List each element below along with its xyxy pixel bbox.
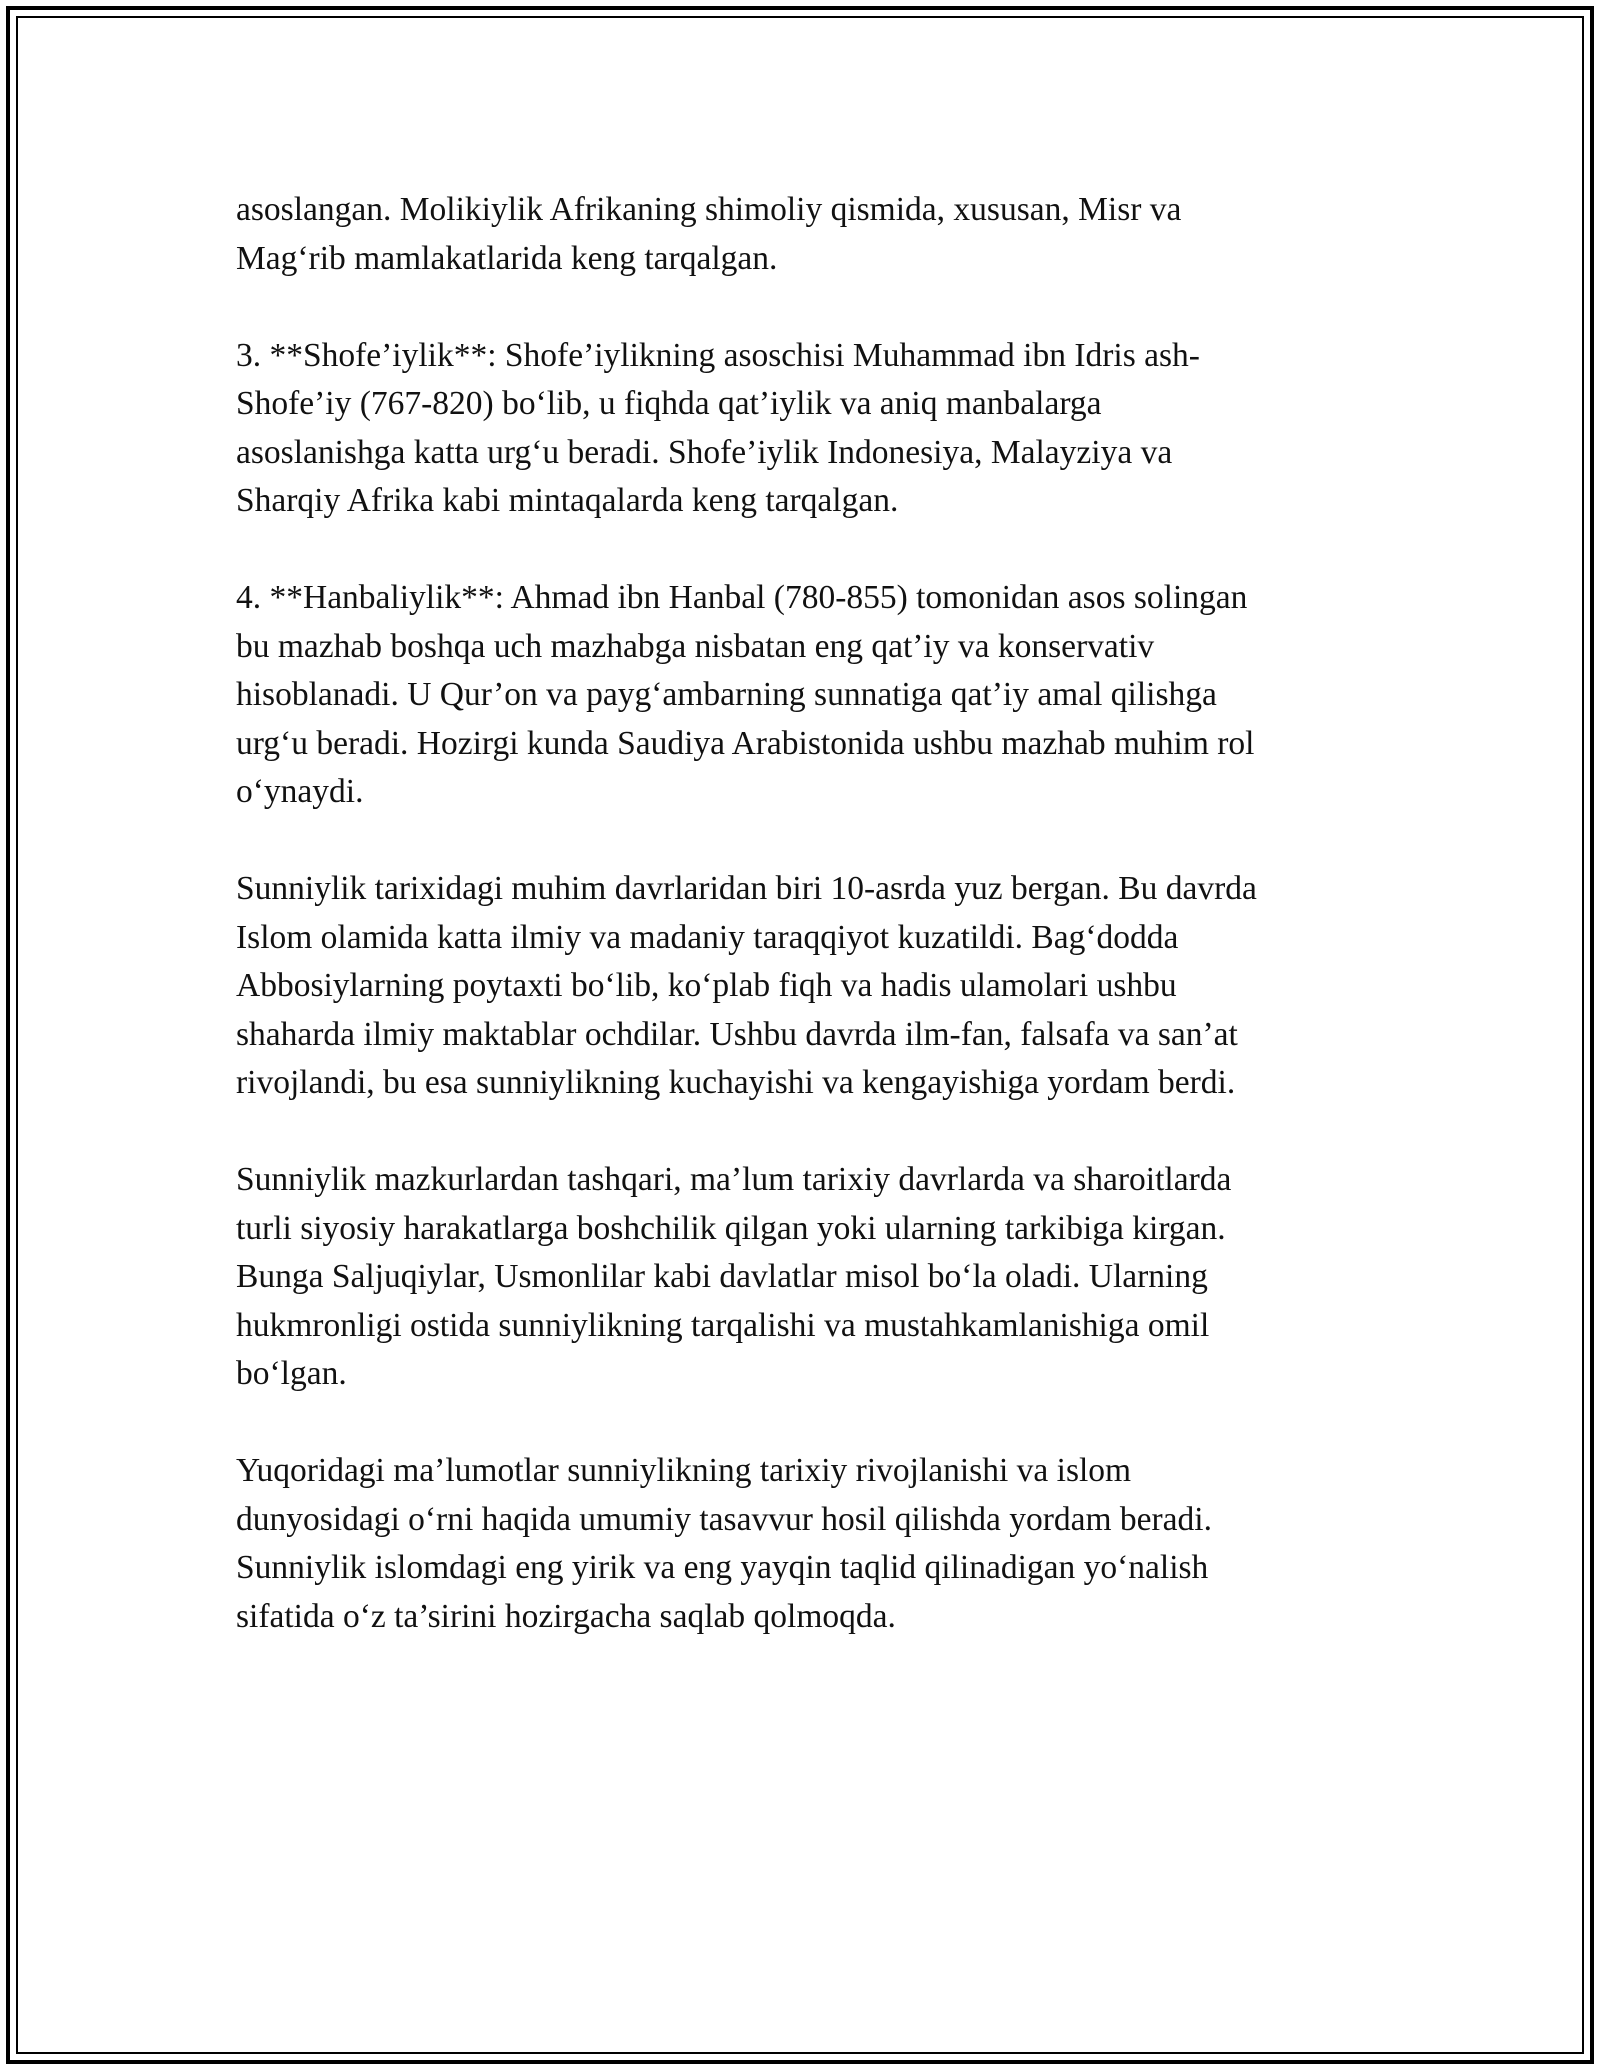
paragraph-shafii: 3. **Shofe’iylik**: Shofe’iylikning asoschisi Muhammad ibn Idris ash- Shofe’iy (767-820) bo‘lib, u fiqhda qat’iylik va aniq manbalarga asoslanishga katta urg‘u beradi. Shofe’iylik Indonesiya, Malayziya va Sharqiy Afrika kabi mintaqalarda keng tarqalgan. — [236, 336, 1200, 519]
document-body — [236, 186, 1396, 1641]
paragraph-conclusion: Yuqoridagi ma’lumotlar sunniylikning tarixiy rivojlanishi va islom dunyosidagi o‘rni haqida umumiy tasavvur hosil qilishda yordam beradi. Sunniylik islomdagi eng yirik va eng yayqin taqlid qilinadigan yo‘nalish sifatida o‘z ta’sirini hozirgacha saqlab qolmoqda. — [236, 1452, 1212, 1635]
paragraph-political-movements: Sunniylik mazkurlardan tashqari, ma’lum tarixiy davrlarda va sharoitlarda turli siyosiy harakatlarga boshchilik qilgan yoki ularning tarkibiga kirgan. Bunga Saljuqiylar, Usmonlilar kabi davlatlar misol bo‘la oladi. Ularning hukmronligi ostida sunniylikning tarqalishi va mustahkamlanishiga omil bo‘lgan. — [236, 1161, 1232, 1392]
paragraph-hanbali: 4. **Hanbaliylik**: Ahmad ibn Hanbal (780-855) tomonidan asos solingan bu mazhab boshqa uch mazhabga nisbatan eng qat’iy va konservativ hisoblanadi. U Qur’on va payg‘ambarning sunnatiga qat’iy amal qilishga urg‘u beradi. Hozirgi kunda Saudiya Arabistonida ushbu mazhab muhim rol o‘ynaydi. — [236, 579, 1255, 810]
paragraph-maliki-continuation: asoslangan. Molikiylik Afrikaning shimoliy qismida, xususan, Misr va Mag‘rib mamlakatlarida keng tarqalgan. — [236, 191, 1182, 277]
paragraph-tenth-century: Sunniylik tarixidagi muhim davrlaridan biri 10-asrda yuz bergan. Bu davrda Islom olamida katta ilmiy va madaniy taraqqiyot kuzatildi. Bag‘dodda Abbosiylarning poytaxti bo‘lib, ko‘plab fiqh va hadis ulamolari ushbu shaharda ilmiy maktablar ochdilar. Ushbu davrda ilm-fan, falsafa va san’at rivojlandi, bu esa sunniylikning kuchayishi va kengayishiga yordam berdi. — [236, 870, 1257, 1101]
